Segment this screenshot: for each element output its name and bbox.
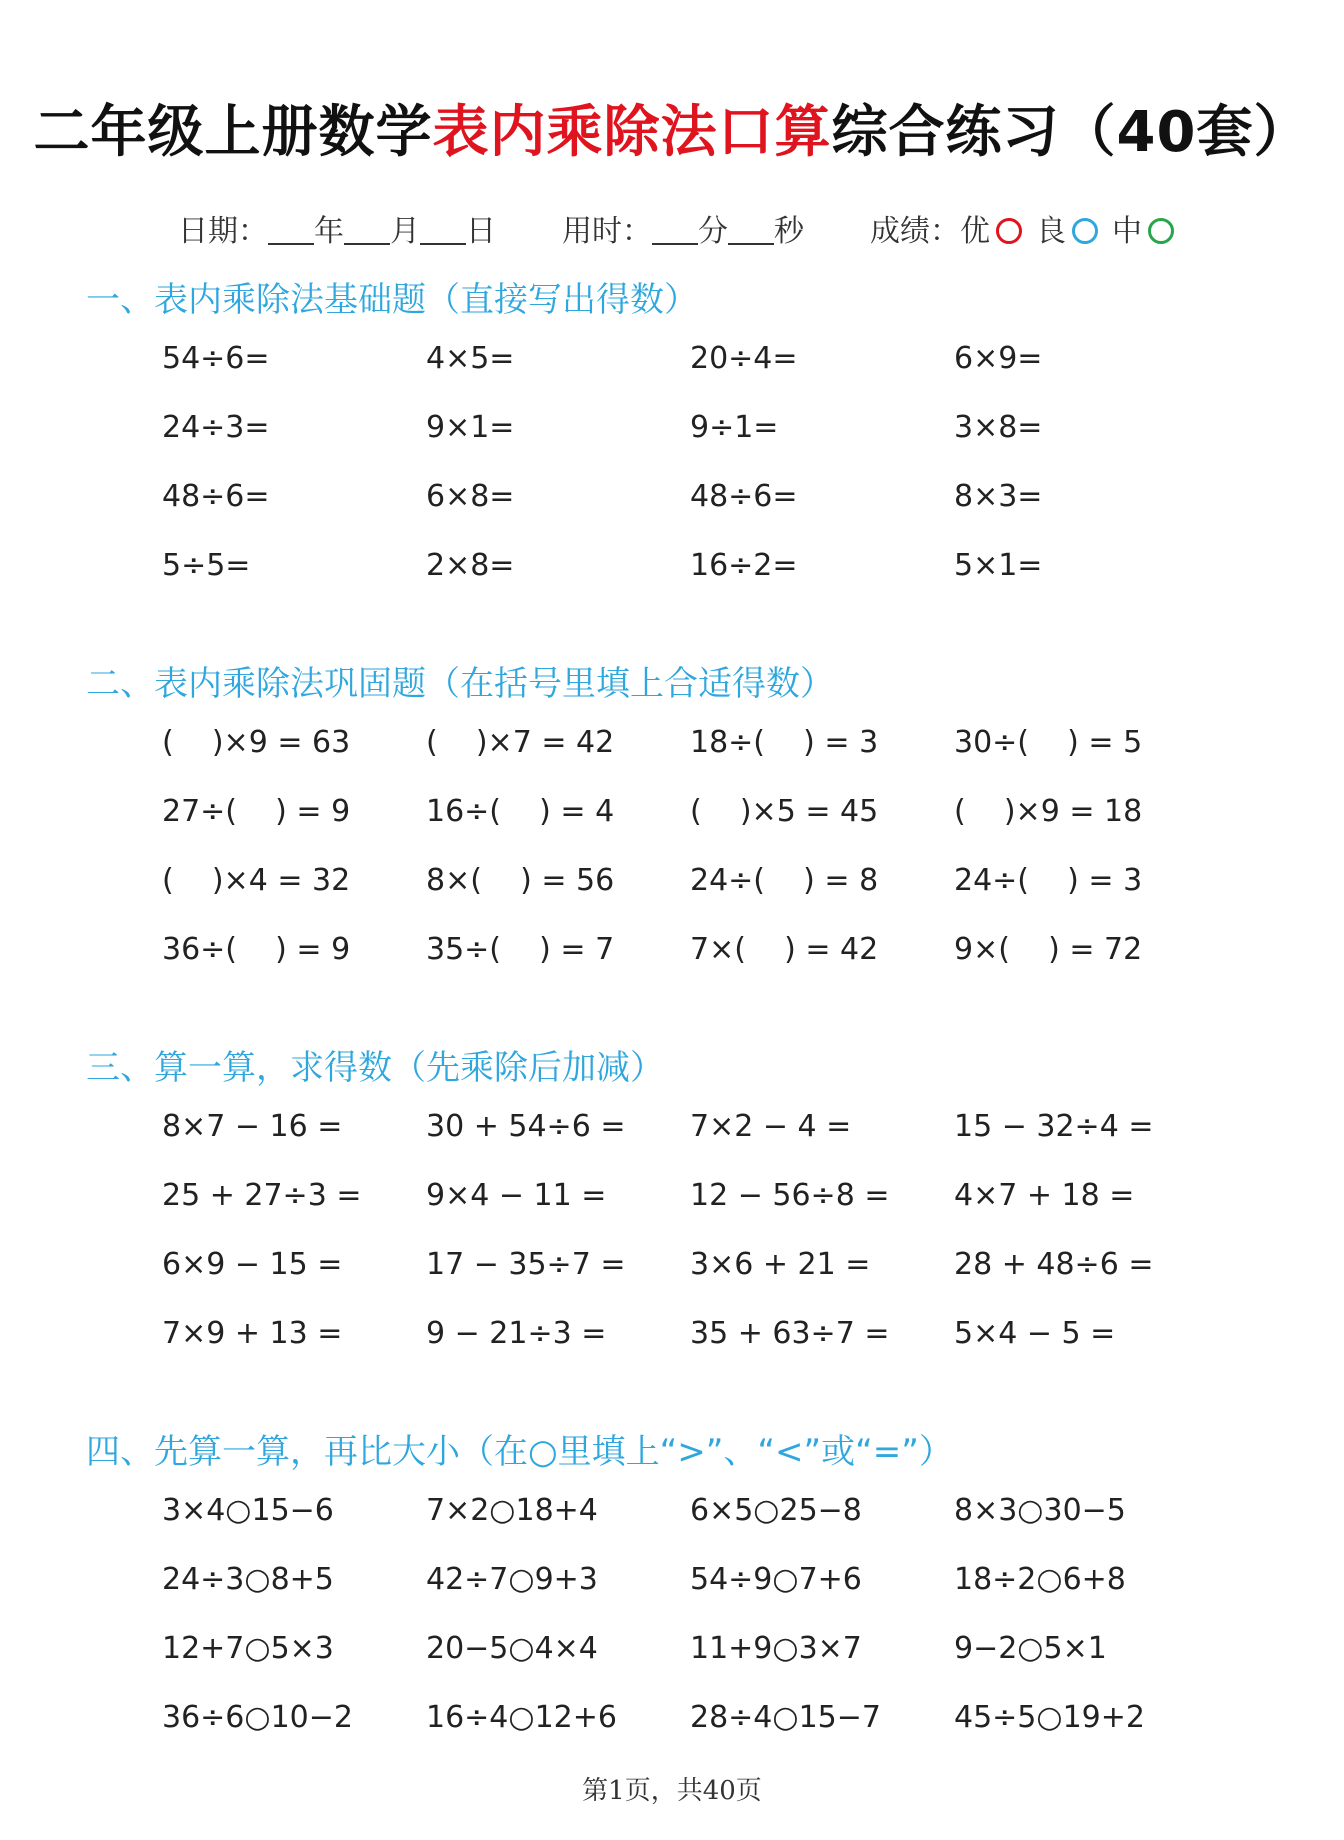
math-problem: 7×( ) = 42 [690, 932, 879, 967]
math-problem: 36÷6○10−2 [162, 1700, 353, 1735]
math-problem: 35÷( ) = 7 [426, 932, 615, 967]
math-problem: 12+7○5×3 [162, 1631, 334, 1666]
year-label: 年 [314, 214, 344, 249]
math-problem: 8×( ) = 56 [426, 863, 615, 898]
math-problem: 17 − 35÷7 = [426, 1247, 626, 1282]
info-line [178, 206, 1188, 250]
minute-blank[interactable] [652, 219, 698, 245]
score-label: 成绩： [870, 214, 960, 249]
math-problem: 9×4 − 11 = [426, 1178, 607, 1213]
math-problem: ( )×7 = 42 [426, 725, 615, 760]
math-problem: 9×( ) = 72 [954, 932, 1143, 967]
page-footer: 第1页，共40页 [582, 1776, 762, 1806]
math-problem: 9×1= [426, 410, 515, 445]
math-problem: 12 − 56÷8 = [690, 1178, 890, 1213]
section-3-title: 三、算一算，求得数（先乘除后加减） [86, 1048, 664, 1088]
math-problem: 42÷7○9+3 [426, 1562, 598, 1597]
second-label: 秒 [774, 214, 804, 249]
math-problem: 24÷( ) = 8 [690, 863, 879, 898]
math-problem: 16÷4○12+6 [426, 1700, 617, 1735]
math-problem: 28 + 48÷6 = [954, 1247, 1154, 1282]
section-1-title: 一、表内乘除法基础题（直接写出得数） [86, 280, 698, 320]
month-label: 月 [390, 214, 420, 249]
math-problem: 7×2 − 4 = [690, 1109, 852, 1144]
math-problem: 16÷2= [690, 548, 798, 583]
math-problem: 54÷6= [162, 341, 270, 376]
math-problem: 48÷6= [162, 479, 270, 514]
math-problem: 5÷5= [162, 548, 251, 583]
grade-good-label: 良 [1036, 214, 1066, 249]
math-problem: 18÷2○6+8 [954, 1562, 1126, 1597]
math-problem: 9÷1= [690, 410, 779, 445]
math-problem: 28÷4○15−7 [690, 1700, 881, 1735]
math-problem: 18÷( ) = 3 [690, 725, 879, 760]
math-problem: 7×2○18+4 [426, 1493, 598, 1528]
page-title [0, 88, 1344, 168]
math-problem: 30 + 54÷6 = [426, 1109, 626, 1144]
math-problem: 35 + 63÷7 = [690, 1316, 890, 1351]
math-problem: 5×4 − 5 = [954, 1316, 1116, 1351]
math-problem: 15 − 32÷4 = [954, 1109, 1154, 1144]
math-problem: 54÷9○7+6 [690, 1562, 862, 1597]
second-blank[interactable] [728, 219, 774, 245]
math-problem: 24÷( ) = 3 [954, 863, 1143, 898]
math-problem: 8×3= [954, 479, 1043, 514]
date-label: 日期： [178, 214, 268, 249]
math-problem: 9−2○5×1 [954, 1631, 1107, 1666]
math-problem: 3×4○15−6 [162, 1493, 334, 1528]
math-problem: 3×8= [954, 410, 1043, 445]
math-problem: 2×8= [426, 548, 515, 583]
math-problem: 6×5○25−8 [690, 1493, 862, 1528]
math-problem: 4×5= [426, 341, 515, 376]
time-label: 用时： [562, 214, 652, 249]
math-problem: 24÷3= [162, 410, 270, 445]
math-problem: 27÷( ) = 9 [162, 794, 351, 829]
math-problem: 20−5○4×4 [426, 1631, 598, 1666]
math-problem: 6×8= [426, 479, 515, 514]
section-2-title: 二、表内乘除法巩固题（在括号里填上合适得数） [86, 664, 834, 704]
minute-label: 分 [698, 214, 728, 249]
math-problem: 8×7 − 16 = [162, 1109, 343, 1144]
day-label: 日 [466, 214, 496, 249]
grade-excellent-circle-icon[interactable] [996, 218, 1022, 244]
math-problem: 20÷4= [690, 341, 798, 376]
section-3-problems [162, 1109, 1222, 1385]
month-blank[interactable] [344, 219, 390, 245]
grade-medium-label: 中 [1112, 214, 1142, 249]
math-problem: 30÷( ) = 5 [954, 725, 1143, 760]
math-problem: 11+9○3×7 [690, 1631, 862, 1666]
year-blank[interactable] [268, 219, 314, 245]
math-problem: 48÷6= [690, 479, 798, 514]
math-problem: ( )×9 = 18 [954, 794, 1143, 829]
math-problem: 16÷( ) = 4 [426, 794, 615, 829]
math-problem: 25 + 27÷3 = [162, 1178, 362, 1213]
grade-excellent-label: 优 [960, 214, 990, 249]
math-problem: 9 − 21÷3 = [426, 1316, 607, 1351]
math-problem: 36÷( ) = 9 [162, 932, 351, 967]
title-highlight: 表内乘除法口算 [432, 100, 832, 165]
math-problem: ( )×5 = 45 [690, 794, 879, 829]
grade-medium-circle-icon[interactable] [1148, 218, 1174, 244]
section-1-problems [162, 341, 1222, 617]
day-blank[interactable] [420, 219, 466, 245]
math-problem: 7×9 + 13 = [162, 1316, 343, 1351]
math-problem: 8×3○30−5 [954, 1493, 1126, 1528]
math-problem: 45÷5○19+2 [954, 1700, 1145, 1735]
section-4-title: 四、先算一算，再比大小（在○里填上“>”、“<”或“=”） [86, 1432, 953, 1472]
section-2-problems [162, 725, 1222, 1001]
math-problem: 3×6 + 21 = [690, 1247, 871, 1282]
math-problem: ( )×9 = 63 [162, 725, 351, 760]
math-problem: 4×7 + 18 = [954, 1178, 1135, 1213]
math-problem: 24÷3○8+5 [162, 1562, 334, 1597]
section-4-problems [162, 1493, 1222, 1769]
title-part1: 二年级上册数学 [33, 100, 433, 165]
math-problem: 6×9 − 15 = [162, 1247, 343, 1282]
math-problem: 5×1= [954, 548, 1043, 583]
math-problem: 6×9= [954, 341, 1043, 376]
math-problem: ( )×4 = 32 [162, 863, 351, 898]
title-part2: 综合练习（40套） [831, 100, 1311, 165]
grade-good-circle-icon[interactable] [1072, 218, 1098, 244]
